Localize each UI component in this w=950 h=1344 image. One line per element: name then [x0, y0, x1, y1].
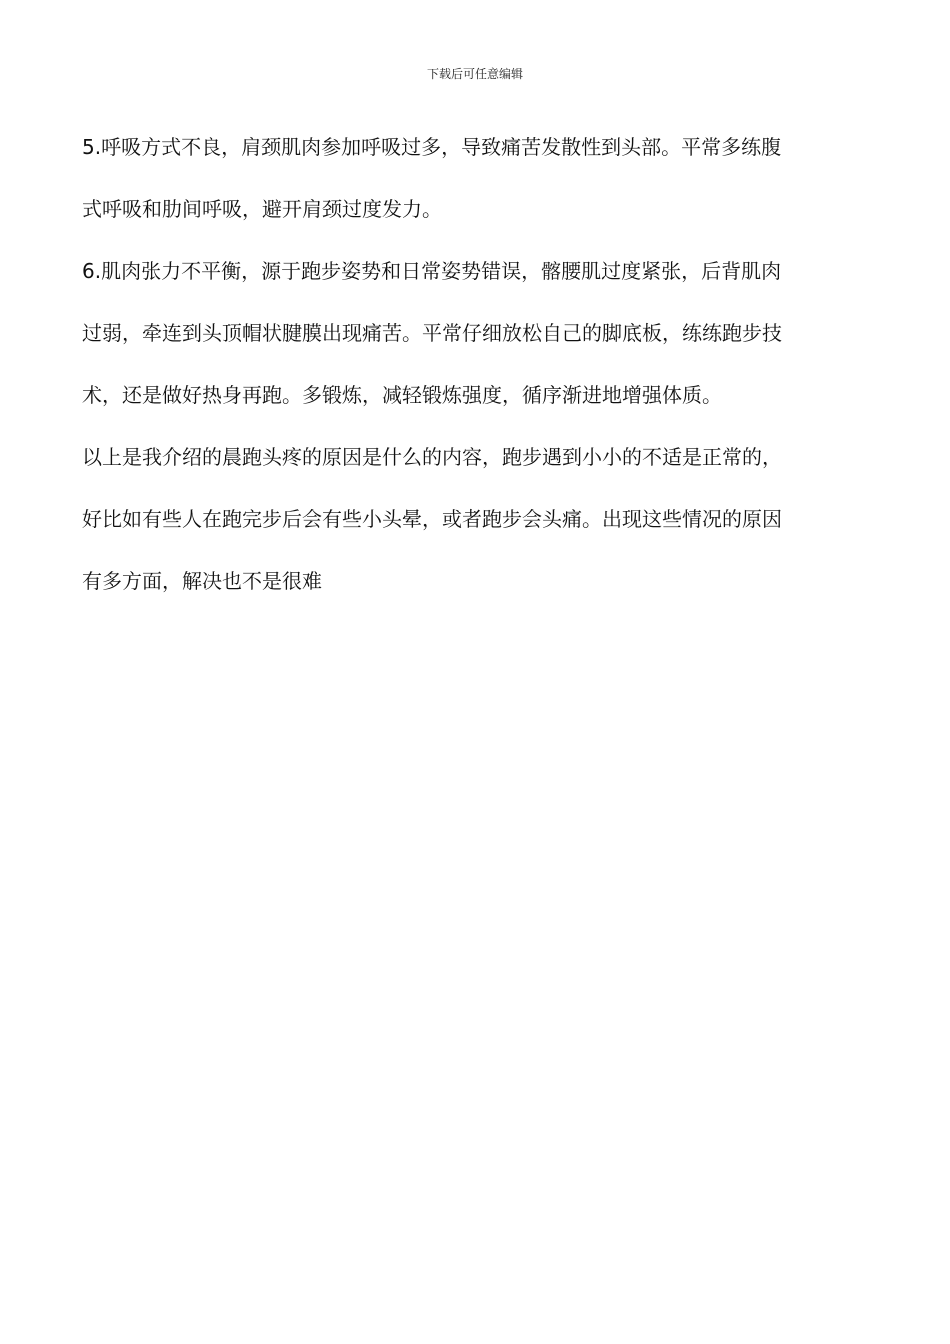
- paragraph-line: 5.呼吸方式不良，肩颈肌肉参加呼吸过多，导致痛苦发散性到头部。平常多练腹: [82, 135, 782, 159]
- page-header: 下载后可任意编辑: [426, 67, 523, 81]
- paragraph-line: 好比如有些人在跑完步后会有些小头晕，或者跑步会头痛。出现这些情况的原因: [82, 507, 782, 531]
- document-body: [82, 116, 872, 612]
- paragraph-line: 过弱，牵连到头顶帽状腱膜出现痛苦。平常仔细放松自己的脚底板，练练跑步技: [82, 321, 782, 345]
- paragraph-breathing: [82, 116, 872, 240]
- paragraph-muscle-tension: [82, 240, 872, 426]
- paragraph-line: 以上是我介绍的晨跑头疼的原因是什么的内容，跑步遇到小小的不适是正常的，: [82, 445, 782, 469]
- paragraph-summary: [82, 426, 872, 612]
- paragraph-line: 式呼吸和肋间呼吸，避开肩颈过度发力。: [82, 197, 442, 221]
- paragraph-line: 有多方面，解决也不是很难: [82, 569, 322, 593]
- paragraph-line: 术，还是做好热身再跑。多锻炼，减轻锻炼强度，循序渐进地增强体质。: [82, 383, 722, 407]
- paragraph-line: 6.肌肉张力不平衡，源于跑步姿势和日常姿势错误，髂腰肌过度紧张，后背肌肉: [82, 259, 782, 283]
